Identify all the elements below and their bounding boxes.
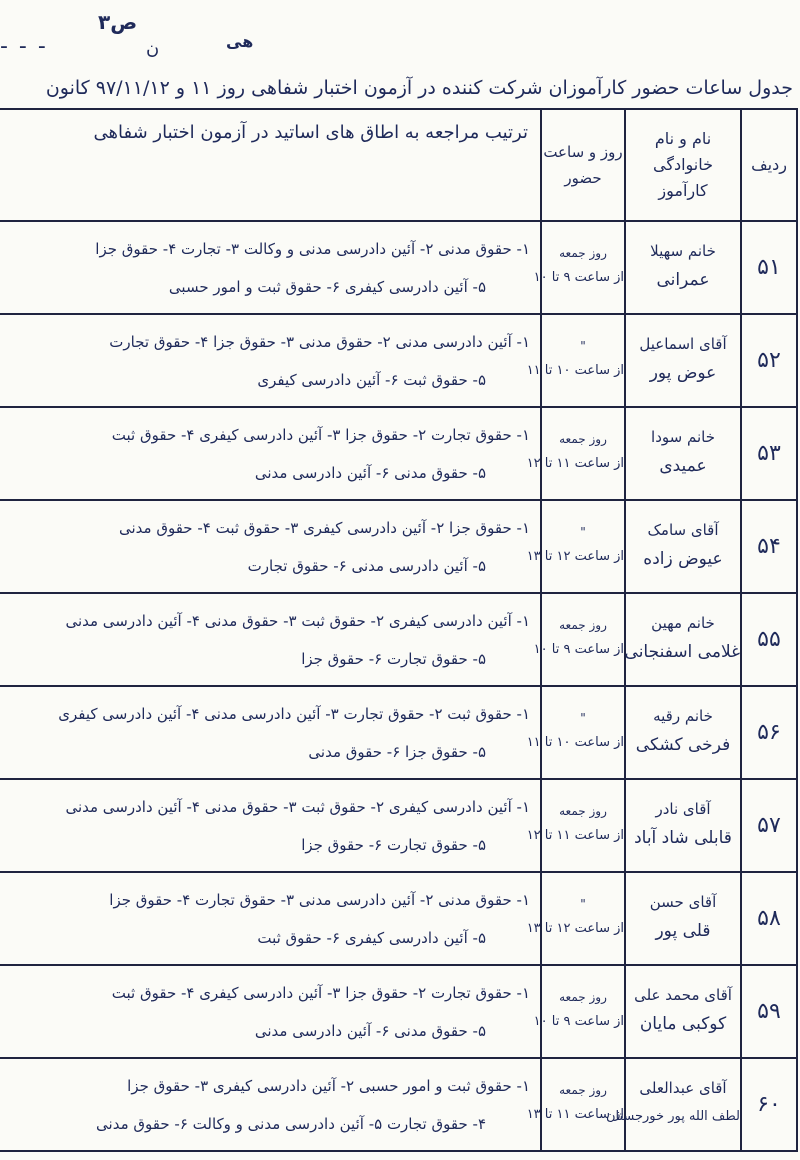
trainee-name	[625, 779, 741, 872]
row-number: ۵۷	[741, 779, 797, 872]
exam-order-line2: ۵- حقوق جزا ۶- حقوق مدنی	[308, 742, 486, 761]
attendance-slot: از ساعت ۱۰ تا ۱۱	[526, 362, 624, 378]
table-row	[0, 872, 797, 965]
attendance-slot: از ساعت ۱۱ تا ۱۲	[526, 455, 624, 471]
last-name: عمرانی	[656, 269, 710, 290]
exam-order	[0, 593, 541, 686]
attendance-time	[526, 407, 625, 500]
first-name: آقای اسماعیل	[639, 334, 727, 353]
table-row	[0, 314, 797, 407]
header-order: ترتیب مراجعه به اطاق های اساتید در آزمون اختبار شفاهی	[0, 109, 541, 221]
attendance-day: روز جمعه	[559, 803, 607, 818]
exam-order-line2: ۵- آئین دادرسی مدنی ۶- حقوق تجارت	[247, 556, 486, 575]
header-name-line1: نام و نام خانوادگی	[652, 129, 713, 174]
first-name: آقای حسن	[649, 892, 717, 911]
attendance-time	[526, 872, 625, 965]
first-name: خانم مهین	[651, 613, 715, 632]
superscript-correction: هی	[226, 32, 254, 51]
dash-mark: - - -	[0, 34, 48, 59]
exam-order-line1: ۱- حقوق مدنی ۲- آئین دادرسی مدنی و وکالت ۳- تجارت ۴- حقوق جزا	[95, 239, 530, 258]
attendance-time	[533, 965, 625, 1058]
exam-order	[0, 500, 541, 593]
attendance-slot: از ساعت ۱۰ تا ۱۱	[526, 734, 624, 750]
attendance-slot: از ساعت ۹ تا ۱۰	[533, 1013, 624, 1029]
first-name: خانم سهیلا	[650, 241, 716, 260]
attendance-day: روز جمعه	[559, 1082, 607, 1097]
row-number: ۵۵	[741, 593, 797, 686]
last-name: فرخی کشکی	[635, 734, 731, 755]
exam-order-line2: ۵- حقوق مدنی ۶- آئین دادرسی مدنی	[254, 463, 486, 482]
exam-order-line1: ۱- آئین دادرسی مدنی ۲- حقوق مدنی ۳- حقوق جزا ۴- حقوق تجارت	[109, 332, 530, 351]
exam-order-line1: ۱- حقوق مدنی ۲- آئین دادرسی مدنی ۳- حقوق تجارت ۴- حقوق جزا	[109, 890, 530, 909]
exam-order	[0, 872, 541, 965]
trainee-name	[625, 314, 741, 407]
first-name: آقای سامک	[647, 520, 719, 539]
page-number: ص۳	[98, 10, 138, 34]
trainee-name	[625, 965, 741, 1058]
exam-order	[0, 779, 541, 872]
table-row	[0, 1058, 797, 1151]
header-name-line2: کارآموز	[658, 181, 708, 200]
attendance-slot: از ساعت ۱۲ تا ۱۳	[526, 920, 624, 936]
attendance-time	[526, 686, 625, 779]
exam-order-line2: ۵- حقوق ثبت ۶- آئین دادرسی کیفری	[257, 370, 486, 389]
header-time-line1: روز و ساعت	[543, 143, 623, 161]
attendance-slot: از ساعت ۱۲ تا ۱۳	[526, 548, 624, 564]
attendance-time	[526, 779, 625, 872]
trainee-name	[625, 872, 741, 965]
first-name: آقای محمد علی	[634, 985, 732, 1004]
attendance-slot: از ساعت ۹ تا ۱۰	[533, 641, 624, 657]
schedule-table	[0, 108, 798, 1152]
last-name: عوض پور	[649, 362, 717, 383]
first-name: آقای نادر	[655, 799, 711, 818]
exam-order-line2: ۵- حقوق مدنی ۶- آئین دادرسی مدنی	[254, 1021, 486, 1040]
last-name: قلی پور	[655, 920, 711, 941]
exam-order	[0, 1058, 541, 1151]
row-number: ۵۶	[741, 686, 797, 779]
exam-order	[0, 686, 541, 779]
first-name: خانم رقیه	[653, 706, 713, 725]
trainee-name	[625, 407, 741, 500]
exam-order-line2: ۵- حقوق تجارت ۶- حقوق جزا	[301, 649, 486, 668]
exam-order	[0, 965, 541, 1058]
table-row	[0, 965, 797, 1058]
exam-order	[0, 314, 541, 407]
attendance-time	[533, 593, 625, 686]
row-number: ۵۹	[741, 965, 797, 1058]
row-number: ۶۰	[741, 1058, 797, 1151]
row-number: ۵۳	[741, 407, 797, 500]
table-row	[0, 779, 797, 872]
attendance-time	[526, 500, 625, 593]
exam-order-line1: ۱- آئین دادرسی کیفری ۲- حقوق ثبت ۳- حقوق مدنی ۴- آئین دادرسی مدنی	[65, 797, 530, 816]
trainee-name	[625, 686, 741, 779]
last-name: قابلی شاد آباد	[634, 827, 732, 848]
row-number: ۵۴	[741, 500, 797, 593]
last-name: لطف الله پور خورجستان	[605, 1108, 740, 1124]
exam-order-line2: ۵- آئین دادرسی کیفری ۶- حقوق ثبت	[257, 928, 486, 947]
trainee-name	[625, 221, 741, 314]
attendance-day: "	[580, 524, 586, 539]
attendance-day: روز جمعه	[559, 989, 607, 1004]
exam-order-line1: ۱- حقوق ثبت ۲- حقوق تجارت ۳- آئین دادرسی مدنی ۴- آئین دادرسی کیفری	[58, 704, 530, 723]
trainee-name	[605, 1058, 741, 1151]
attendance-day: روز جمعه	[559, 431, 607, 446]
exam-order	[0, 407, 541, 500]
header-name	[625, 109, 741, 221]
attendance-day: "	[580, 338, 586, 353]
last-name: عیوض زاده	[643, 548, 723, 569]
attendance-day: "	[580, 710, 586, 725]
attendance-day: "	[580, 896, 586, 911]
first-name: آقای عبدالعلی	[639, 1078, 727, 1097]
attendance-day: روز جمعه	[559, 617, 607, 632]
last-name: کوکبی مایان	[639, 1013, 727, 1034]
exam-order-line2: ۵- آئین دادرسی کیفری ۶- حقوق ثبت و امور حسبی	[168, 277, 486, 296]
attendance-slot: از ساعت ۹ تا ۱۰	[533, 269, 624, 285]
exam-order-line1: ۱- حقوق جزا ۲- آئین دادرسی کیفری ۳- حقوق ثبت ۴- حقوق مدنی	[118, 518, 530, 537]
exam-order-line1: ۱- حقوق تجارت ۲- حقوق جزا ۳- آئین دادرسی کیفری ۴- حقوق ثبت	[111, 983, 530, 1002]
header-time-line2: حضور	[564, 169, 602, 187]
trainee-name	[625, 593, 741, 686]
last-name: غلامی اسفنجانی	[624, 641, 740, 662]
letter-mark: ن	[146, 38, 160, 59]
exam-order-line1: ۱- آئین دادرسی کیفری ۲- حقوق ثبت ۳- حقوق مدنی ۴- آئین دادرسی مدنی	[65, 611, 530, 630]
attendance-time	[533, 221, 625, 314]
table-row	[0, 686, 797, 779]
table-row	[0, 407, 797, 500]
exam-order-line1: ۱- حقوق ثبت و امور حسبی ۲- آئین دادرسی کیفری ۳- حقوق جزا	[127, 1076, 530, 1095]
attendance-slot: از ساعت ۱۱ تا ۱۳	[526, 1106, 624, 1122]
attendance-time	[526, 314, 625, 407]
last-name: عمیدی	[659, 455, 707, 476]
table-row	[0, 593, 797, 686]
exam-order	[0, 221, 541, 314]
header-row-number: ردیف	[741, 109, 797, 221]
header-time	[541, 109, 625, 221]
document-title: جدول ساعات حضور کارآموزان شرکت کننده در آزمون اختبار شفاهی روز ۱۱ و ۹۷/۱۱/۱۲ کانون	[45, 77, 793, 99]
first-name: خانم سودا	[651, 427, 715, 446]
exam-order-line2: ۴- حقوق تجارت ۵- آئین دادرسی مدنی و وکالت ۶- حقوق مدنی	[96, 1114, 486, 1133]
table-row	[0, 221, 797, 314]
attendance-day: روز جمعه	[559, 245, 607, 260]
attendance-slot: از ساعت ۱۱ تا ۱۲	[526, 827, 624, 843]
table-row	[0, 500, 797, 593]
table-header-row	[0, 109, 797, 221]
row-number: ۵۲	[741, 314, 797, 407]
trainee-name	[625, 500, 741, 593]
row-number: ۵۱	[741, 221, 797, 314]
exam-order-line2: ۵- حقوق تجارت ۶- حقوق جزا	[301, 835, 486, 854]
row-number: ۵۸	[741, 872, 797, 965]
exam-order-line1: ۱- حقوق تجارت ۲- حقوق جزا ۳- آئین دادرسی کیفری ۴- حقوق ثبت	[111, 425, 530, 444]
